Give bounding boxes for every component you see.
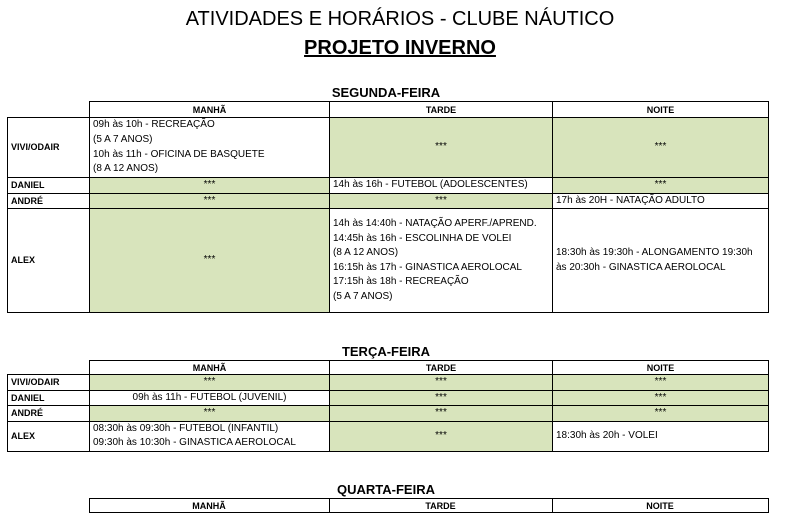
table-row (8, 193, 769, 209)
table-row (8, 375, 769, 391)
empty-mark: *** (553, 375, 769, 391)
schedule-table-terca (7, 360, 769, 452)
table-row (8, 178, 769, 194)
schedule-table-segunda (7, 101, 769, 313)
empty-mark: *** (330, 406, 553, 422)
header-row (8, 102, 769, 118)
empty-mark: *** (553, 178, 769, 194)
empty-mark: *** (90, 209, 330, 313)
empty-mark: *** (330, 118, 553, 178)
row-name: ALEX (8, 209, 90, 313)
table-row (8, 421, 769, 451)
header-tarde: TARDE (330, 102, 553, 118)
header-manha: MANHÃ (90, 102, 330, 118)
table-row (8, 406, 769, 422)
row-name: ANDRÉ (8, 406, 90, 422)
empty-mark: *** (90, 406, 330, 422)
table-row (8, 118, 769, 178)
activity-cell: 18:30h às 19:30h - ALONGAMENTO 19:30h às 20:30h - GINASTICA AEROLOCAL (553, 209, 769, 313)
empty-mark: *** (90, 193, 330, 209)
empty-mark: *** (330, 193, 553, 209)
empty-mark: *** (330, 421, 553, 451)
header-row (8, 361, 769, 375)
row-name: VIVI/ODAIR (8, 375, 90, 391)
empty-mark: *** (90, 178, 330, 194)
empty-mark: *** (330, 375, 553, 391)
day-heading-terca: TERÇA-FEIRA (341, 344, 431, 359)
header-noite: NOITE (553, 361, 769, 375)
page-subtitle (0, 37, 800, 60)
row-name: DANIEL (8, 178, 90, 194)
row-name: DANIEL (8, 390, 90, 406)
activity-cell: 09h às 10h - RECREAÇÃO (5 A 7 ANOS) 10h às 11h - OFICINA DE BASQUETE (8 A 12 ANOS) (90, 118, 330, 178)
activity-cell: 08:30h às 09:30h - FUTEBOL (INFANTIL) 09:30h às 10:30h - GINASTICA AEROLOCAL (90, 421, 330, 451)
schedule-table-quarta (7, 498, 769, 513)
header-row (7, 499, 768, 513)
header-manha: MANHÃ (89, 499, 329, 513)
table-row (8, 209, 769, 313)
activity-cell: 18:30h às 20h - VOLEI (553, 421, 769, 451)
day-heading-segunda: SEGUNDA-FEIRA (331, 85, 441, 100)
table-row (8, 390, 769, 406)
empty-mark: *** (553, 390, 769, 406)
header-noite: NOITE (552, 499, 768, 513)
activity-cell: 14h às 14:40h - NATAÇÃO APERF./APREND. 14:45h às 16h - ESCOLINHA DE VOLEI (8 A 12 ANOS) 16:15h às 17h - GINASTICA AEROLOCAL 17:15h às 18h - RECREAÇÃO (5 A 7 ANOS) (330, 209, 553, 313)
row-name: ALEX (8, 421, 90, 451)
activity-cell: 14h às 16h - FUTEBOL (ADOLESCENTES) (330, 178, 553, 194)
empty-mark: *** (90, 375, 330, 391)
day-heading-quarta: QUARTA-FEIRA (337, 482, 435, 497)
row-name: ANDRÉ (8, 193, 90, 209)
row-name: VIVI/ODAIR (8, 118, 90, 178)
header-manha: MANHÃ (90, 361, 330, 375)
subtitle-text: PROJETO INVERNO (304, 37, 496, 59)
empty-mark: *** (553, 118, 769, 178)
empty-mark: *** (553, 406, 769, 422)
header-tarde: TARDE (329, 499, 552, 513)
header-noite: NOITE (553, 102, 769, 118)
empty-mark: *** (330, 390, 553, 406)
activity-cell: 09h às 11h - FUTEBOL (JUVENIL) (90, 390, 330, 406)
activity-cell: 17h às 20H - NATAÇÃO ADULTO (553, 193, 769, 209)
header-tarde: TARDE (330, 361, 553, 375)
page-title: ATIVIDADES E HORÁRIOS - CLUBE NÁUTICO (185, 8, 615, 30)
